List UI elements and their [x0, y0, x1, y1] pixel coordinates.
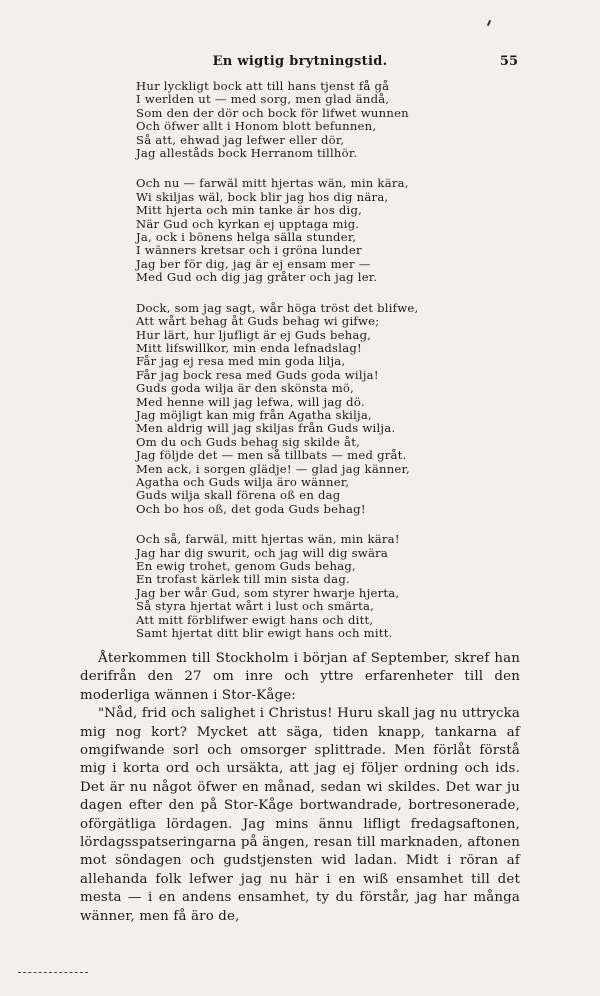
poem-line: Guds goda wilja är den skönsta mö, [136, 381, 355, 396]
poem-line: Mitt hjerta och min tanke är hos dig, [136, 203, 363, 218]
poem-line: I wänners kretsar och i gröna lunder [136, 243, 362, 258]
poem-line: Jag ber för dig, jag är ej ensam mer — [136, 256, 371, 271]
poem-line: Får jag bock resa med Guds goda wilja! [136, 367, 379, 382]
poem-line: Om du och Guds behag sig skilde åt, [136, 434, 361, 449]
ink-mark [487, 20, 491, 26]
poem-line: Och bo hos oß, det goda Guds behag! [136, 501, 366, 516]
poem-line: Jag alleståds bock Herranom tillhör. [136, 146, 358, 161]
poem-line: I werlden ut — med sorg, men glad ändå, [136, 92, 390, 107]
poem-line: Agatha och Guds wilja äro wänner, [136, 474, 350, 489]
prose-text [80, 650, 520, 926]
poem-line: Att wårt behag åt Guds behag wi gifwe; [136, 314, 380, 329]
poem-line: Men aldrig will jag skiljas från Guds wilja. [136, 421, 396, 436]
poem-line: Men ack, i sorgen glädje! — glad jag känner, [136, 461, 410, 476]
poem-stanza [136, 80, 456, 160]
poem-line: Mitt lifswillkor, min enda lefnadslag! [136, 340, 362, 355]
poem-line: Får jag ej resa med min goda lilja, [136, 354, 346, 369]
poem-line: Samt hjertat ditt blir ewigt hans och mitt. [136, 626, 393, 641]
page-number: 55 [499, 54, 518, 69]
poem-line: Jag följde det — men så tillbats — med gråt. [136, 448, 407, 463]
poem-stanza [136, 177, 456, 284]
poem-line: Wi skiljas wäl, bock blir jag hos dig nära, [136, 189, 389, 204]
poem-line: Jag möjligt kan mig från Agatha skilja, [136, 407, 372, 422]
poem-line: Jag ber wår Gud, som styrer hwarje hjerta, [136, 585, 400, 600]
poem-line: En trofast kärlek till min sista dag. [136, 572, 350, 587]
poem-stanza [136, 302, 456, 517]
poem-line: En ewig trohet, genom Guds behag, [136, 559, 356, 573]
poem-line: Som den der dör och bock för lifwet wunnen [136, 105, 409, 120]
running-header [0, 54, 600, 76]
poem-stanza [136, 533, 456, 640]
header-title: En wigtig brytningstid. [212, 54, 388, 69]
poem-line: Att mitt förblifwer ewigt hans och ditt, [136, 612, 374, 627]
poem-line: Och öfwer allt i Honom blott befunnen, [136, 119, 377, 134]
poem-line: Och nu — farwäl mitt hjertas wän, min kära, [136, 176, 409, 191]
poem-line: Med henne will jag lefwa, will jag dö. [136, 394, 365, 409]
prose-paragraph: Återkommen till Stockholm i början af September, skref han derifrån den 27 om inre och yttre erfarenheter till den moderliga wännen i Stor-Kåge: [80, 651, 520, 703]
poem-line: Hur lyckligt bock att till hans tjenst få gå [136, 79, 390, 93]
poem-line: När Gud och kyrkan ej upptaga mig. [136, 216, 360, 231]
poem-line: Hur lärt, hur ljufligt är ej Guds behag, [136, 327, 372, 342]
poem-line: Guds wilja skall förena oß en dag [136, 488, 341, 503]
poem-line: Jag har dig swurit, och jag will dig swära [136, 545, 389, 560]
poem-line: Och så, farwäl, mitt hjertas wän, min kära! [136, 532, 400, 547]
prose-paragraph: "Nåd, frid och salighet i Christus! Huru skall jag nu uttrycka mig nog kort? Mycket att säga, tiden knapp, tankarna af omgifwande sorl och omsorger splittrade. Men förlåt förstå mig i korta ord och ursäkta, att jag ej följer ordning och ids. Det är nu något öfwer en månad, sedan wi skildes. Det war ju dagen efter den på Stor-Kåge bortwandrade, bortresonerade, oförgätliga lördagen. Jag mins ännu lifligt fredagsaftonen, lördagsspatseringarna på ängen, resan till marknaden, aftonen mot söndagen och gudstjensten wid ladan. Midt i röran af allehanda folk lefwer jag nu här i en wiß ensamhet till det mesta — i en andens ensamhet, ty du förstår, jag har många wänner, men få äro de, [80, 706, 520, 924]
poem-line: Med Gud och dig jag gråter och jag ler. [136, 270, 378, 285]
poem [136, 80, 456, 657]
poem-line: Ja, ock i bönens helga sälla stunder, [136, 230, 357, 245]
poem-line: Så att, ehwad jag lefwer eller dör, [136, 132, 345, 147]
poem-line: Dock, som jag sagt, wår höga tröst det blifwe, [136, 300, 419, 315]
page-edge-mark [18, 968, 88, 973]
poem-line: Så styra hjertat wårt i lust och smärta, [136, 599, 375, 614]
